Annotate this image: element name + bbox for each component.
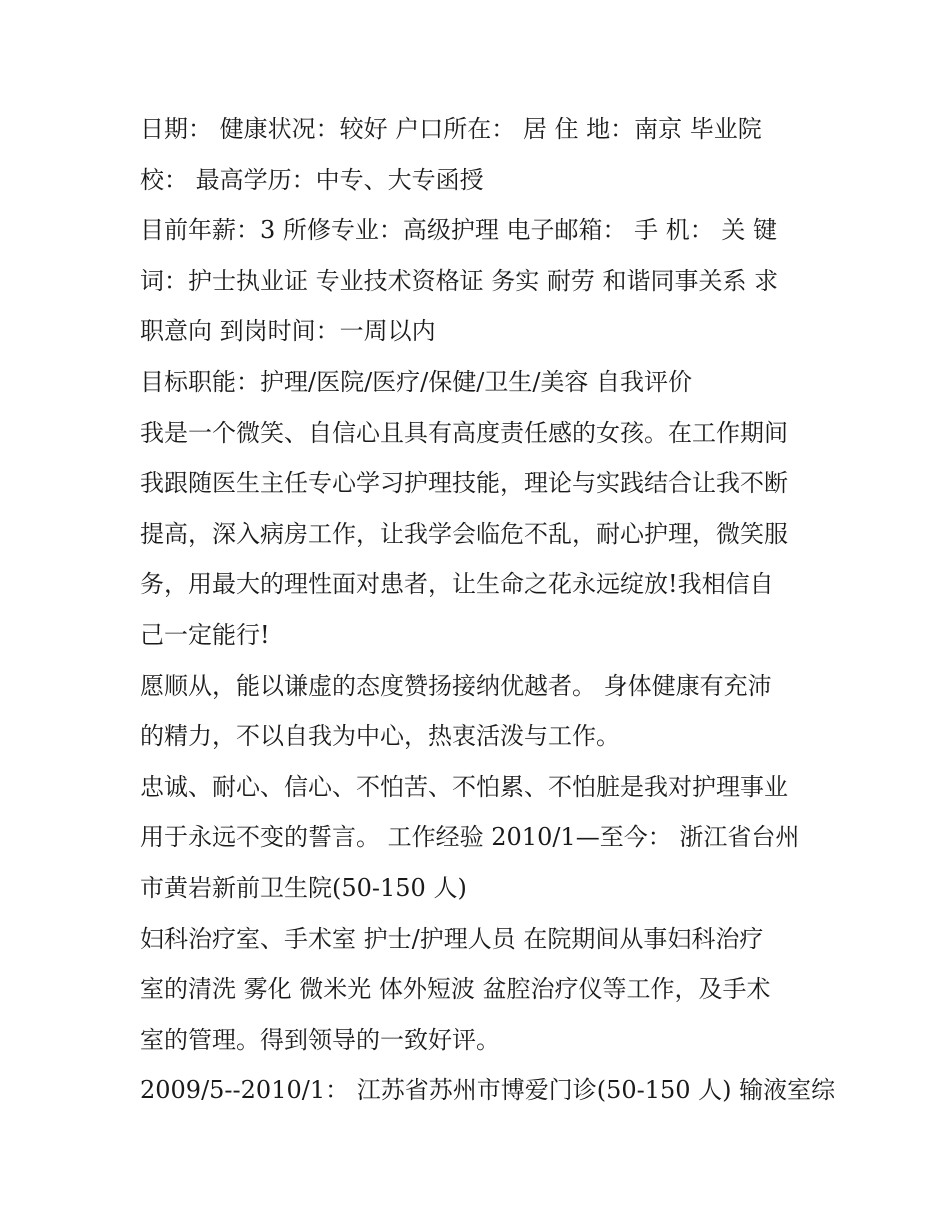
text-line: 妇科治疗室、手术室 护士/护理人员 在院期间从事妇科治疗 — [140, 924, 764, 953]
text-line: 务，用最大的理性面对患者，让生命之花永远绽放!我相信自 — [140, 570, 774, 599]
text-line: 2009/5--2010/1： 江苏省苏州市博爱门诊(50-150 人) 输液室综 — [140, 1076, 836, 1105]
text-line: 忠诚、耐心、信心、不怕苦、不怕累、不怕脏是我对护理事业 — [140, 772, 788, 801]
document-body — [140, 104, 836, 1116]
text-line: 己一定能行! — [140, 620, 270, 649]
paragraph-target-role — [140, 357, 820, 408]
text-line: 我跟随医生主任专心学习护理技能，理论与实践结合让我不断 — [140, 469, 788, 498]
text-line: 职意向 到岗时间：一周以内 — [140, 317, 436, 346]
text-line: 词：护士执业证 专业技术资格证 务实 耐劳 和谐同事关系 求 — [140, 266, 779, 295]
paragraph-work-experience-1 — [140, 762, 820, 914]
paragraph-job-duties — [140, 914, 820, 1066]
text-line: 的精力，不以自我为中心，热衷活泼与工作。 — [140, 722, 620, 751]
paragraph-self-evaluation — [140, 408, 820, 661]
text-line: 目标职能：护理/医院/医疗/保健/卫生/美容 自我评价 — [140, 367, 693, 396]
paragraph-attitude — [140, 661, 820, 762]
text-line: 校： 最高学历：中专、大专函授 — [140, 165, 484, 194]
text-line: 市黄岩新前卫生院(50-150 人) — [140, 873, 467, 902]
text-line: 我是一个微笑、自信心且具有高度责任感的女孩。在工作期间 — [140, 418, 788, 447]
text-line: 室的清洗 雾化 微米光 体外短波 盆腔治疗仪等工作，及手术 — [140, 975, 771, 1004]
paragraph-personal-info — [140, 104, 820, 205]
text-line: 日期： 健康状况：较好 户口所在： 居 住 地：南京 毕业院 — [140, 115, 762, 143]
text-line: 用于永远不变的誓言。 工作经验 2010/1—至今： 浙江省台州 — [140, 823, 800, 852]
text-line: 目前年薪：3 所修专业：高级护理 电子邮箱： 手 机： 关 键 — [140, 216, 778, 245]
paragraph-salary-keywords — [140, 205, 820, 357]
text-line: 室的管理。得到领导的一致好评。 — [140, 1025, 500, 1054]
text-line: 愿顺从，能以谦虚的态度赞扬接纳优越者。 身体健康有充沛 — [140, 671, 772, 700]
paragraph-work-experience-2 — [140, 1065, 836, 1116]
text-line: 提高，深入病房工作，让我学会临危不乱，耐心护理，微笑服 — [140, 519, 788, 548]
